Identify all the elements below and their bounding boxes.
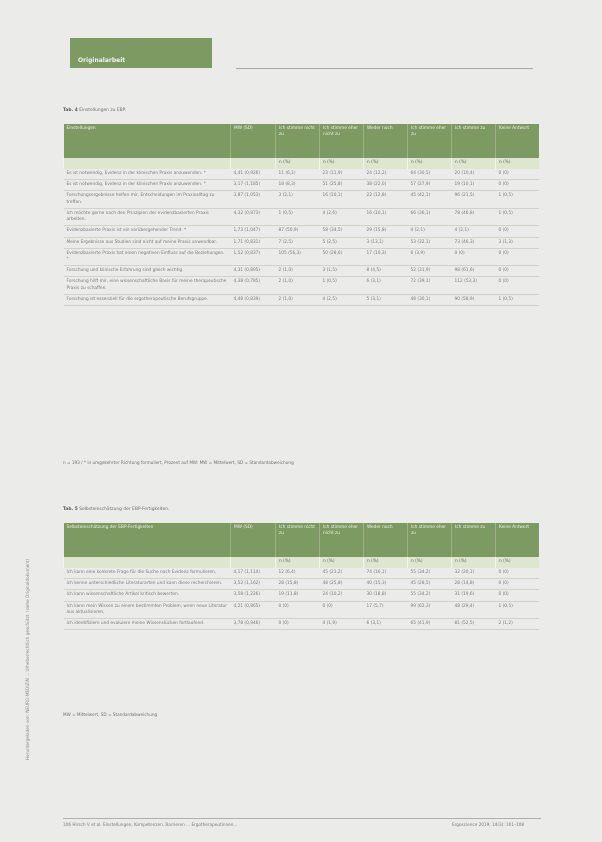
table4-column-header: Ich stimme eher nicht zu	[320, 124, 364, 158]
table5	[63, 523, 539, 630]
table-cell: 4,32 (0,873)	[231, 208, 276, 225]
table5-column-subheader	[64, 557, 231, 568]
table-cell: 4 (2,1)	[452, 226, 496, 237]
table-cell: 32 (20,1)	[452, 568, 496, 579]
table5-column-subheader: n (%)	[364, 557, 408, 568]
table-cell: 0 (0)	[496, 248, 539, 265]
row-statement: Evidenzbasierte Praxis hat einen negativen Einfluss auf die Beziehungen. *	[64, 248, 231, 265]
table-cell: 4,48 (0,839)	[231, 294, 276, 305]
table-cell: 17 (10,3)	[364, 248, 408, 265]
table-cell: 57 (27,9)	[408, 180, 452, 191]
table5-column-header: Ich stimme nicht zu	[276, 523, 320, 557]
table-cell: 0 (0)	[276, 619, 320, 630]
table-cell: 4,17 (1,114)	[231, 568, 276, 579]
table-cell: 1 (0,5)	[320, 277, 364, 294]
table-cell: 6 (3,9)	[408, 248, 452, 265]
table-cell: 45 (28,5)	[408, 579, 452, 590]
table4-header-row	[64, 124, 539, 158]
table-cell: 4 (1,9)	[320, 619, 364, 630]
table4-column-subheader: n (%)	[496, 158, 539, 169]
table4-column-header: Ich stimme eher zu	[408, 124, 452, 158]
table5-column-header: Keine Antwort	[496, 523, 539, 557]
table-cell: 55 (34,2)	[408, 590, 452, 601]
row-statement: Meine Ergebnisse aus Studien sind nicht auf meine Praxis anwendbar.	[64, 237, 231, 248]
table-cell: 58 (34,5)	[320, 226, 364, 237]
table4-column-header: Weder noch	[364, 124, 408, 158]
table4-column-subheader	[231, 158, 276, 169]
table-cell: 3 (1,5)	[320, 266, 364, 277]
row-statement: Ich identifiziere und evaluiere meine Wissenslücken fortlaufend.	[64, 619, 231, 630]
row-statement: Ich kenne unterschiedliche Literaturarten und kann diese recherchieren.	[64, 579, 231, 590]
table-cell: 96 (21,5)	[452, 191, 496, 208]
table-cell: 72 (39,1)	[408, 277, 452, 294]
table-row	[64, 226, 539, 237]
table-cell: 98 (61,6)	[452, 266, 496, 277]
table-row	[64, 619, 539, 630]
table-cell: 73 (46,3)	[452, 237, 496, 248]
table-cell: 16 (10,1)	[320, 191, 364, 208]
table4-caption-title: Einstellungen zu EBP.	[79, 108, 126, 113]
table5-column-header: Selbsteinschätzung der EBP-Fertigkeiten	[64, 523, 231, 557]
table-cell: 2 (1,2)	[496, 619, 539, 630]
table-cell: 55 (34,2)	[408, 568, 452, 579]
table-cell: 6 (3,1)	[364, 619, 408, 630]
table5-column-subheader: n (%)	[320, 557, 364, 568]
row-statement: Es ist notwendig, Evidenz in der klinischen Praxis anzuwenden. *	[64, 180, 231, 191]
table-cell: 38 (22,0)	[364, 180, 408, 191]
table-cell: 40 (15,3)	[364, 579, 408, 590]
table5-body	[64, 568, 539, 630]
table4-column-header: MW (SD)	[231, 124, 276, 158]
table-cell: 4,38 (0,785)	[231, 277, 276, 294]
table4-caption	[63, 108, 126, 113]
table-row	[64, 169, 539, 180]
footer-journal: Ergoscience 2019; 14(3): 101–108	[452, 822, 525, 827]
table-cell: 17 (5,7)	[364, 601, 408, 618]
table-cell: 4,31 (0,895)	[231, 266, 276, 277]
table-cell: 0 (0)	[496, 226, 539, 237]
table-cell: 0 (0)	[496, 180, 539, 191]
table5-caption-label: Tab. 5	[63, 507, 78, 512]
table-cell: 48 (25,8)	[320, 579, 364, 590]
table-row	[64, 191, 539, 208]
table-cell: 5 (2,5)	[320, 237, 364, 248]
row-statement: Forschungsergebnisse helfen mir, Entscheidungen im Praxisalltag zu treffen.	[64, 191, 231, 208]
table-row	[64, 180, 539, 191]
table-cell: 3,17 (1,185)	[231, 180, 276, 191]
table4-column-subheader: n (%)	[408, 158, 452, 169]
table-cell: 3 (2,1)	[276, 191, 320, 208]
table-cell: 1,71 (0,831)	[231, 237, 276, 248]
table5-caption-title: Selbsteinschätzung der EBP-Fertigkeiten.	[79, 507, 170, 512]
table-cell: 65 (41,9)	[408, 619, 452, 630]
table-cell: 2 (1,0)	[276, 266, 320, 277]
table-cell: 30 (18,8)	[364, 590, 408, 601]
table-cell: 31 (19,6)	[452, 590, 496, 601]
table-row	[64, 208, 539, 225]
section-header-tab	[70, 38, 212, 68]
table5-column-subheader: n (%)	[276, 557, 320, 568]
table-row	[64, 601, 539, 618]
table-cell: 2 (1,0)	[276, 294, 320, 305]
table-cell: 45 (21,2)	[320, 568, 364, 579]
table-row	[64, 248, 539, 265]
table-cell: 1,73 (1,047)	[231, 226, 276, 237]
row-statement: Evidenzbasierte Praxis ist ein vorübergehender Trend. *	[64, 226, 231, 237]
table-cell: 16 (10,1)	[364, 208, 408, 225]
table4-column-subheader	[64, 158, 231, 169]
footer-citation: 106 Hirsch V et al. Einstellungen, Kompetenzen, Barrieren ... Ergotherapeutinnen...	[63, 822, 238, 827]
table-cell: 51 (25,8)	[320, 180, 364, 191]
table-cell: 23 (11,9)	[320, 169, 364, 180]
table-cell: 4,21 (0,865)	[231, 601, 276, 618]
table-cell: 99 (62,3)	[408, 601, 452, 618]
table4	[63, 124, 539, 306]
table-row	[64, 590, 539, 601]
table4-column-header: Keine Antwort	[496, 124, 539, 158]
table-cell: 20 (10,4)	[452, 169, 496, 180]
table-cell: 3,87 (1,053)	[231, 191, 276, 208]
table-cell: 24 (10,2)	[320, 590, 364, 601]
table4-column-header: Ich stimme zu	[452, 124, 496, 158]
table-cell: 28 (14,8)	[452, 579, 496, 590]
table5-column-subheader: n (%)	[408, 557, 452, 568]
table5-header-row	[64, 523, 539, 557]
table-cell: 8 (4,5)	[364, 266, 408, 277]
table-cell: 5 (3,1)	[364, 294, 408, 305]
table5-caption	[63, 507, 169, 512]
table-cell: 0 (0)	[496, 169, 539, 180]
table-cell: 19 (10,1)	[452, 180, 496, 191]
table-cell: 0 (0)	[452, 248, 496, 265]
table4-column-header: Ich stimme nicht zu	[276, 124, 320, 158]
table-row	[64, 277, 539, 294]
table-cell: 22 (12,8)	[364, 191, 408, 208]
table4-column-subheader: n (%)	[320, 158, 364, 169]
table4-note: n = 193 / * in umgekehrter Richtung formuliert, Prozent auf MW: MW = Mittelwert, SD = Standardabweichung	[63, 460, 294, 465]
table-cell: 4 (2,6)	[320, 208, 364, 225]
table-cell: 45 (42,1)	[408, 191, 452, 208]
table-cell: 4 (2,5)	[320, 294, 364, 305]
table-cell: 29 (15,8)	[364, 226, 408, 237]
table4-column-subheader: n (%)	[276, 158, 320, 169]
table-cell: 53 (32,1)	[408, 237, 452, 248]
row-statement: Ich kann wissenschaftliche Artikel kritisch bewerten.	[64, 590, 231, 601]
table-cell: 48 (29,4)	[452, 601, 496, 618]
row-statement: Ich möchte gerne nach den Prinzipien der evidenzbasierten Praxis arbeiten.	[64, 208, 231, 225]
table-cell: 48 (30,1)	[408, 294, 452, 305]
table-row	[64, 579, 539, 590]
table4-column-subheader: n (%)	[452, 158, 496, 169]
table-cell: 6 (3,1)	[364, 277, 408, 294]
table-cell: 1 (0,5)	[496, 294, 539, 305]
table-cell: 0 (0)	[320, 601, 364, 618]
table-cell: 1,52 (0,837)	[231, 248, 276, 265]
table-cell: 3,58 (1,226)	[231, 590, 276, 601]
table4-column-header: Einstellungen	[64, 124, 231, 158]
table-row	[64, 294, 539, 305]
table5-column-subheader: n (%)	[496, 557, 539, 568]
table-cell: 52 (31,9)	[408, 266, 452, 277]
table-cell: 90 (58,9)	[452, 294, 496, 305]
footer-rule	[63, 818, 541, 819]
section-label: Originalarbeit	[78, 57, 126, 64]
table-cell: 3 (13,1)	[364, 237, 408, 248]
table5-column-header: Ich stimme eher nicht zu	[320, 523, 364, 557]
table-cell: 4 (2,1)	[408, 226, 452, 237]
row-statement: Forschung hilft mir, eine wissenschaftliche Basis für meine therapeutische Praxis zu schaffen.	[64, 277, 231, 294]
row-statement: Ich kann eine konkrete Frage für die Suche nach Evidenz formulieren.	[64, 568, 231, 579]
table-cell: 0 (0)	[496, 277, 539, 294]
table5-column-subheader	[231, 557, 276, 568]
table-cell: 28 (15,8)	[276, 579, 320, 590]
table5-subheader-row	[64, 557, 539, 568]
table5-column-header: Weder noch	[364, 523, 408, 557]
table-cell: 24 (12,2)	[364, 169, 408, 180]
table4-subheader-row	[64, 158, 539, 169]
table-cell: 112 (53,3)	[452, 277, 496, 294]
table-cell: 18 (8,3)	[276, 180, 320, 191]
table-cell: 1 (0,5)	[496, 208, 539, 225]
row-statement: Forschung und klinische Erfahrung sind gleich wichtig.	[64, 266, 231, 277]
table4-column-subheader: n (%)	[364, 158, 408, 169]
table-cell: 1 (0,5)	[496, 601, 539, 618]
table-row	[64, 266, 539, 277]
table-cell: 74 (16,1)	[364, 568, 408, 579]
table-cell: 7 (2,5)	[276, 237, 320, 248]
row-statement: Forschung ist essenziell für die ergotherapeutische Berufsgruppe.	[64, 294, 231, 305]
table4-caption-label: Tab. 4	[63, 108, 78, 113]
table-cell: 1 (0,5)	[496, 191, 539, 208]
table-cell: 3 (1,3)	[496, 237, 539, 248]
table-cell: 2 (1,0)	[276, 277, 320, 294]
row-statement: Es ist notwendig, Evidenz in der klinischen Praxis anzuwenden. *	[64, 169, 231, 180]
table-cell: 0 (0)	[496, 579, 539, 590]
table4-body	[64, 169, 539, 306]
table5-column-header: Ich stimme zu	[452, 523, 496, 557]
table5-note: MW = Mittelwert, SD = Standardabweichung	[63, 712, 158, 717]
side-watermark-text: Heruntergeladen von: NEURO-MEDIZIN ... Urheberrechtlich geschützt. (siehe Originaldokument)	[25, 558, 30, 760]
table-cell: 0 (0)	[496, 590, 539, 601]
table5-column-subheader: n (%)	[452, 557, 496, 568]
table-cell: 105 (56,3)	[276, 248, 320, 265]
table-cell: 50 (28,6)	[320, 248, 364, 265]
table-cell: 64 (30,5)	[408, 169, 452, 180]
table-cell: 12 (6,4)	[276, 568, 320, 579]
table-cell: 1 (0,5)	[276, 208, 320, 225]
table-cell: 0 (0)	[276, 601, 320, 618]
table-cell: 0 (0)	[496, 266, 539, 277]
table-cell: 4,41 (0,926)	[231, 169, 276, 180]
table-row	[64, 237, 539, 248]
table-cell: 66 (36,1)	[408, 208, 452, 225]
table-row	[64, 568, 539, 579]
table-cell: 0 (0)	[496, 568, 539, 579]
table5-column-header: Ich stimme eher zu	[408, 523, 452, 557]
table-cell: 87 (50,9)	[276, 226, 320, 237]
table-cell: 19 (11,8)	[276, 590, 320, 601]
table5-column-header: MW (SD)	[231, 523, 276, 557]
table-cell: 3,78 (0,946)	[231, 619, 276, 630]
table-cell: 11 (6,1)	[276, 169, 320, 180]
header-rule	[236, 68, 533, 69]
row-statement: Ich kann mein Wissen zu einem bestimmten Problem, wenn neue Literatur aus aktualisieren.	[64, 601, 231, 618]
table-cell: 78 (46,8)	[452, 208, 496, 225]
table-cell: 81 (52,5)	[452, 619, 496, 630]
table-cell: 3,52 (1,162)	[231, 579, 276, 590]
